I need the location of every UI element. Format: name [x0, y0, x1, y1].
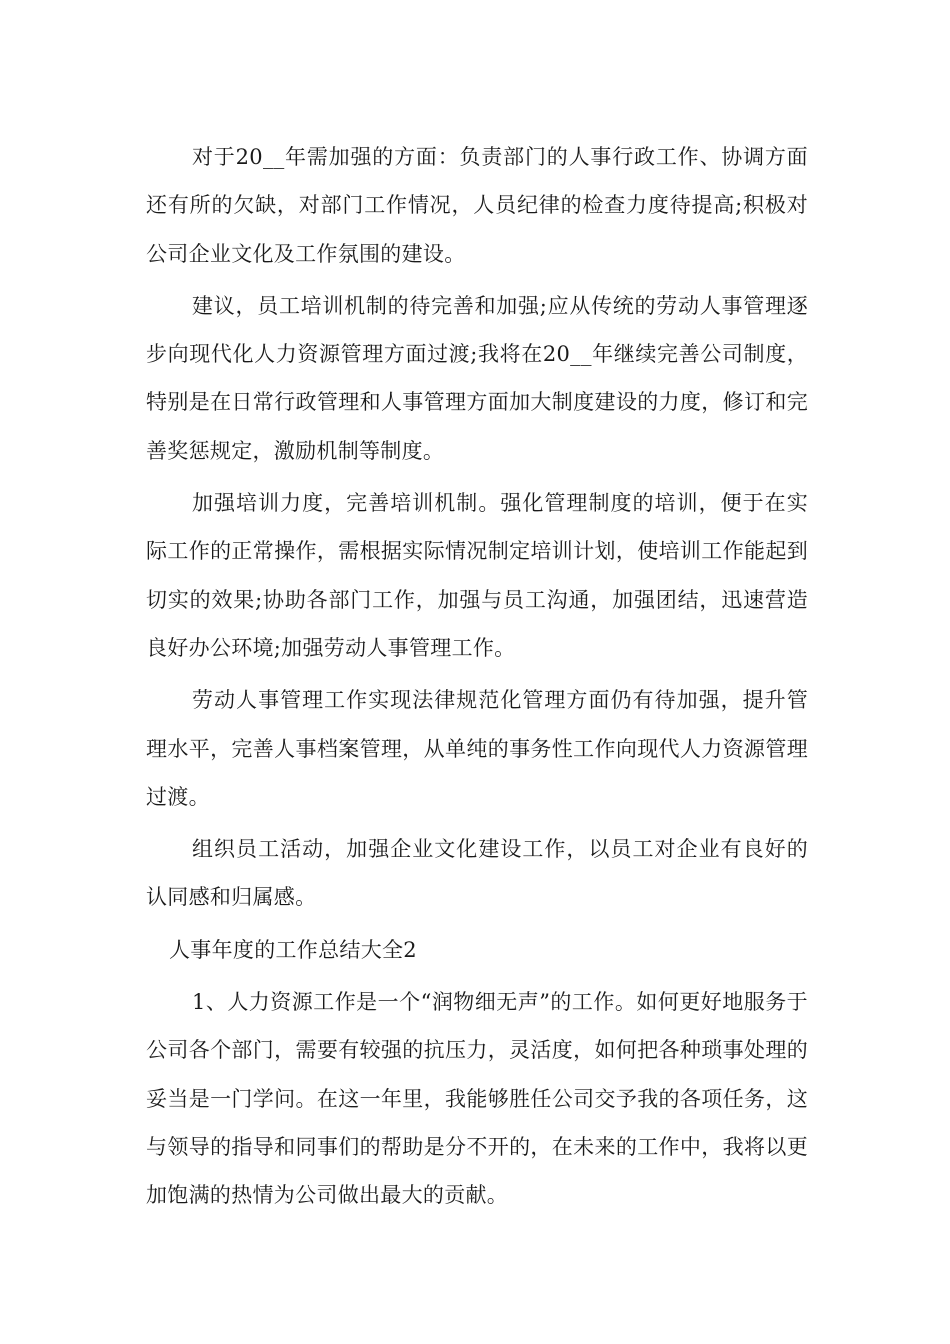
paragraph-hr-work: 1、人力资源工作是一个“润物细无声”的工作。如何更好地服务于公司各个部门，需要有较强的抗压力，灵活度，如何把各种琐事处理的妥当是一门学问。在这一年里，我能够胜任公司交予我的各项任务，这与领导的指导和同事们的帮助是分不开的，在未来的工作中，我将以更加饱满的热情为公司做出最大的贡献。 — [146, 990, 808, 1208]
paragraph-employee-activities: 组织员工活动，加强企业文化建设工作，以员工对企业有良好的认同感和归属感。 — [146, 837, 808, 910]
paragraph-suggestions: 建议，员工培训机制的待完善和加强;应从传统的劳动人事管理逐步向现代化人力资源管理方面过渡;我将在20__年继续完善公司制度，特别是在日常行政管理和人事管理方面加大制度建设的力度，修订和完善奖惩规定，激励机制等制度。 — [146, 293, 808, 463]
paragraph-labor-management: 劳动人事管理工作实现法律规范化管理方面仍有待加强，提升管理水平，完善人事档案管理，从单纯的事务性工作向现代人力资源管理过渡。 — [146, 688, 808, 809]
paragraph-improvement-areas: 对于20__年需加强的方面：负责部门的人事行政工作、协调方面还有所的欠缺，对部门工作情况，人员纪律的检查力度待提高;积极对公司企业文化及工作氛围的建设。 — [146, 145, 808, 266]
section-heading: 人事年度的工作总结大全2 — [169, 937, 417, 962]
paragraph-training: 加强培训力度，完善培训机制。强化管理制度的培训，便于在实际工作的正常操作，需根据实际情况制定培训计划，使培训工作能起到切实的效果;协助各部门工作，加强与员工沟通，加强团结，迅速营造良好办公环境;加强劳动人事管理工作。 — [146, 491, 808, 660]
document-body — [146, 133, 808, 1224]
